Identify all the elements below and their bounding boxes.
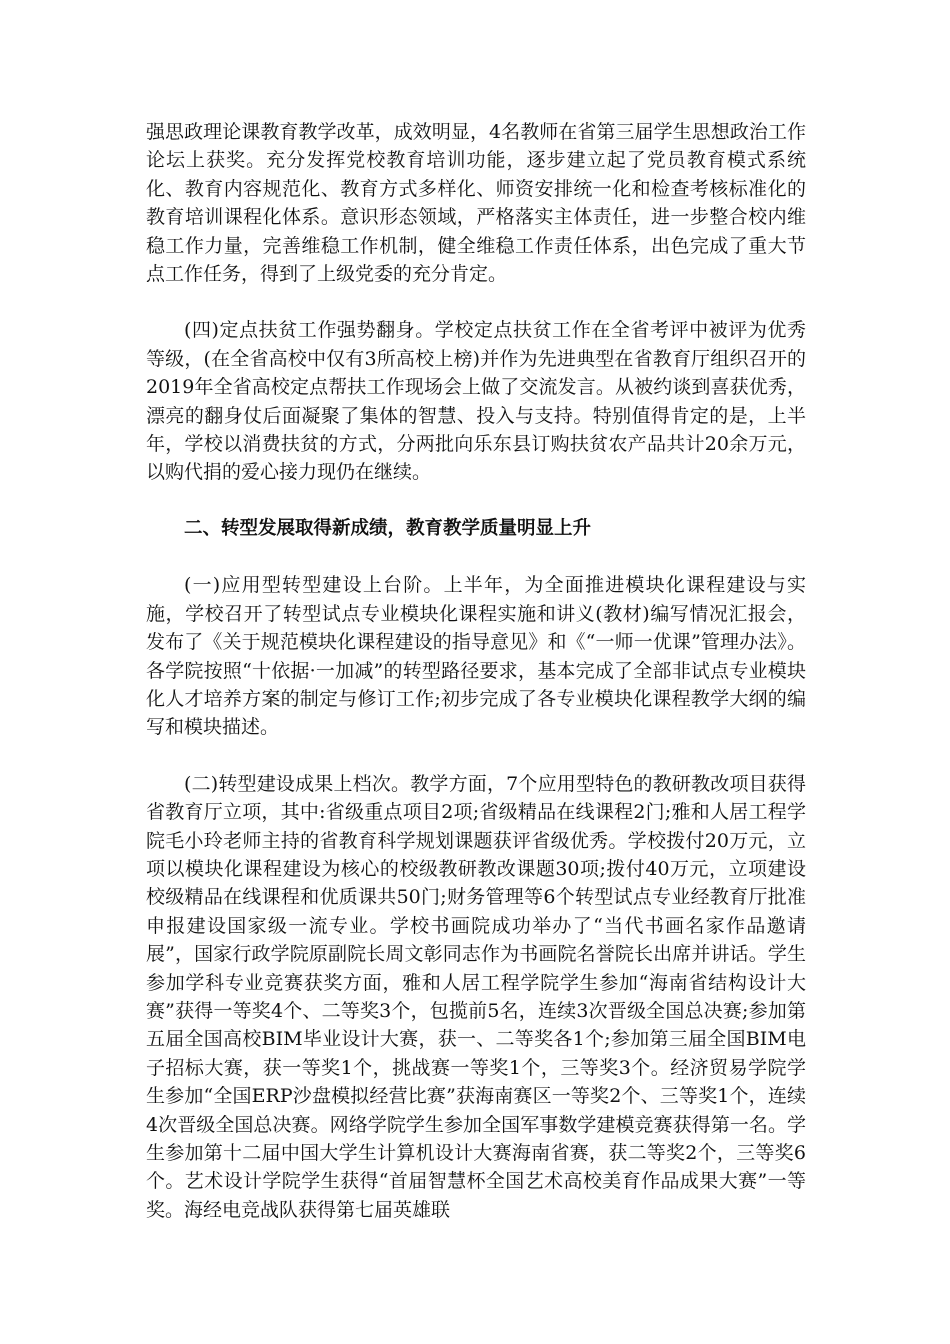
paragraph-transformation-results: (二)转型建设成果上档次。教学方面，7个应用型特色的教研教改项目获得省教育厅立项，其中:省级重点项目2项;省级精品在线课程2门;雅和人居工程学院毛小玲老师主持的省教育科学规划课题获评省级优秀。学校拨付20万元，立项以模块化课程建设为核心的校级教研教改课题30项;拨付40万元，立项建设校级精品在线课程和优质课共50门;财务管理等6个转型试点专业经教育厅批准申报建设国家级一流专业。学校书画院成功举办了“当代书画名家作品邀请展”，国家行政学院原副院长周文彰同志作为书画院名誉院长出席并讲话。学生参加学科专业竞赛获奖方面，雅和人居工程学院学生参加“海南省结构设计大赛”获得一等奖4个、二等奖3个，包揽前5名，连续3次晋级全国总决赛;参加第五届全国高校BIM毕业设计大赛，获一、二等奖各1个;参加第三届全国BIM电子招标大赛，获一等奖1个，挑战赛一等奖1个，三等奖3个。经济贸易学院学生参加“全国ERP沙盘模拟经营比赛”获海南赛区一等奖2个、三等奖1个，连续4次晋级全国总决赛。网络学院学生参加全国军事数学建模竞赛获得第一名。学生参加第十二届中国大学生计算机设计大赛海南省赛，获二等奖2个，三等奖6个。艺术设计学院学生获得“首届智慧杯全国艺术高校美育作品成果大赛”一等奖。海经电竞战队获得第七届英雄联 [146,772,806,1221]
section-heading-2: 二、转型发展取得新成绩，教育教学质量明显上升 [184,517,592,539]
document-body [146,118,806,1252]
paragraph-poverty-alleviation: (四)定点扶贫工作强势翻身。学校定点扶贫工作在全省考评中被评为优秀等级，(在全省高校中仅有3所高校上榜)并作为先进典型在省教育厅组织召开的2019年全省高校定点帮扶工作现场会上做了交流发言。从被约谈到喜获优秀，漂亮的翻身仗后面凝聚了集体的智慧、投入与支持。特别值得肯定的是，上半年，学校以消费扶贫的方式，分两批向乐东县订购扶贫农产品共计20余万元，以购代捐的爱心接力现仍在继续。 [146,319,806,484]
paragraph-transformation-construction: (一)应用型转型建设上台阶。上半年，为全面推进模块化课程建设与实施，学校召开了转型试点专业模块化课程实施和讲义(教材)编写情况汇报会，发布了《关于规范模块化课程建设的指导意见》和《“一师一优课”管理办法》。各学院按照“十依据·一加减”的转型路径要求，基本完成了全部非试点专业模块化人才培养方案的制定与修订工作;初步完成了各专业模块化课程教学大纲的编写和模块描述。 [146,574,806,739]
paragraph-party-education: 强思政理论课教育教学改革，成效明显，4名教师在省第三届学生思想政治工作论坛上获奖。充分发挥党校教育培训功能，逐步建立起了党员教育模式系统化、教育内容规范化、教育方式多样化、师资安排统一化和检查考核标准化的教育培训课程化体系。意识形态领域，严格落实主体责任，进一步整合校内维稳工作力量，完善维稳工作机制，健全维稳工作责任体系，出色完成了重大节点工作任务，得到了上级党委的充分肯定。 [146,121,806,286]
